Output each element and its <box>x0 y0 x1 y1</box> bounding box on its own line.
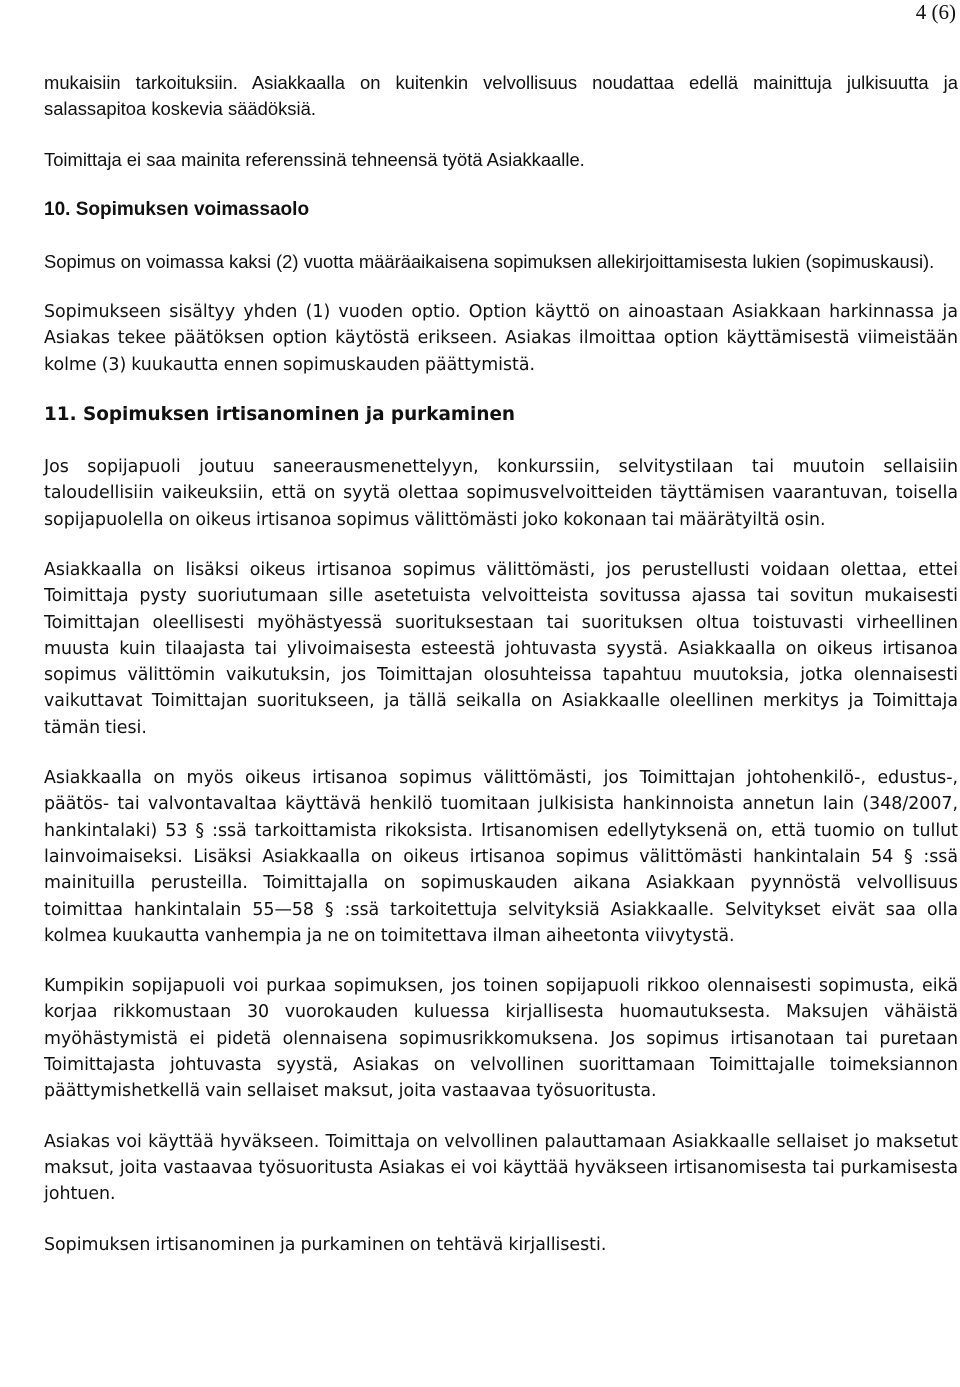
page-number: 4 (6) <box>915 0 956 24</box>
paragraph-reference: Toimittaja ei saa mainita referenssinä tehneensä työtä Asiakkaalle. <box>44 148 585 170</box>
section-11-paragraph-3: Asiakkaalla on myös oikeus irtisanoa sopimus välittömästi, jos Toimittajan johtohenkilö-, edustus-, päätös- tai valvontavaltaa käyttävä henkilö tuomitaan julkisista hankinnoista annetun lain (348/2007, hankintalaki) 53 § :ssä tarkoittamista rikoksista. Irtisanomisen edellytyksenä on, että tuomio on tullut lainvoimaiseksi. Lisäksi Asiakkaalla on oikeus irtisanoa sopimus välittömästi hankintalain 54 § :ssä mainituilla perusteilla. Toimittajalla on sopimuskauden aikana Asiakkaan pyynnöstä velvollisuus toimittaa hankintalain 55—58 § :ssä tarkoitettuja selvityksiä Asiakkaalle. Selvitykset eivät saa olla kolmea kuukautta vanhempia ja ne on toimitettava ilman aiheetonta viivytystä. <box>44 768 958 946</box>
section-11-heading: 11. Sopimuksen irtisanominen ja purkaminen <box>44 404 516 426</box>
section-11-paragraph-1: Jos sopijapuoli joutuu saneerausmenettelyyn, konkurssiin, selvitystilaan tai muutoin sellaisiin taloudellisiin vaikeuksiin, että on syytä olettaa sopimusvelvoitteiden täyttämisen vaarantuvan, toisella sopijapuolella on oikeus irtisanoa sopimus välittömästi joko kokonaan tai määrätyiltä osin. <box>44 457 958 530</box>
section-11-paragraph-5: Asiakas voi käyttää hyväkseen. Toimittaja on velvollinen palauttamaan Asiakkaalle sellaiset jo maksetut maksut, joita vastaavaa työsuoritusta Asiakas ei voi käyttää hyväkseen irtisanomisesta tai purkamisesta johtuen. <box>44 1131 958 1205</box>
section-10 <box>44 197 958 378</box>
paragraph-intro: mukaisiin tarkoituksiin. Asiakkaalla on kuitenkin velvollisuus noudattaa edellä mainittuja julkisuutta ja salassapitoa koskevia säädöksiä. <box>44 72 958 120</box>
section-10-paragraph-1: Sopimus on voimassa kaksi (2) vuotta määräaikaisena sopimuksen allekirjoittamisesta lukien (sopimuskausi). <box>44 250 935 272</box>
section-11-paragraph-6: Sopimuksen irtisanominen ja purkaminen on tehtävä kirjallisesti. <box>44 1234 607 1255</box>
document-body <box>44 70 958 1258</box>
section-11 <box>44 402 958 1258</box>
section-11-paragraph-2: Asiakkaalla on lisäksi oikeus irtisanoa sopimus välittömästi, jos perustellusti voidaan olettaa, ettei Toimittaja pysty suoriutumaan sille asetetuista velvoitteista sovitussa ajassa tai sovitun mukaisesti Toimittajan oleellisesti myöhästyessä suorituksestaan tai suorituksen oltua toistuvasti virheellinen muusta kuin tilaajasta tai ylivoimaisesta esteestä johtuvasta syystä. Asiakkaalla on oikeus irtisanoa sopimus välittömin vaikutuksin, jos Toimittajan olosuhteissa tapahtuu muutoksia, jotka olennaisesti vaikuttavat Toimittajan suoritukseen, ja tällä seikalla on Asiakkaalle oleellinen merkitys ja Toimittaja tämän tiesi. <box>44 559 958 738</box>
section-11-paragraph-4: Kumpikin sopijapuoli voi purkaa sopimuksen, jos toinen sopijapuoli rikkoo olennaisesti sopimusta, eikä korjaa rikkomustaan 30 vuorokauden kuluessa kirjallisesta huomautuksesta. Maksujen vähäistä myöhästymistä ei pidetä olennaisena sopimusrikkomuksena. Jos sopimus irtisanotaan tai puretaan Toimittajasta johtuvasta syystä, Asiakas on velvollinen suorittamaan Toimittajalle toimeksiannon päättymishetkellä vain sellaiset maksut, joita vastaavaa työsuoritusta. <box>44 976 958 1102</box>
section-10-heading: 10. Sopimuksen voimassaolo <box>44 198 310 220</box>
section-10-paragraph-2: Sopimukseen sisältyy yhden (1) vuoden optio. Option käyttö on ainoastaan Asiakkaan harkinnassa ja Asiakas tekee päätöksen option käytöstä erikseen. Asiakas ilmoittaa option käyttämisestä viimeistään kolme (3) kuukautta ennen sopimuskauden päättymistä. <box>44 302 958 375</box>
